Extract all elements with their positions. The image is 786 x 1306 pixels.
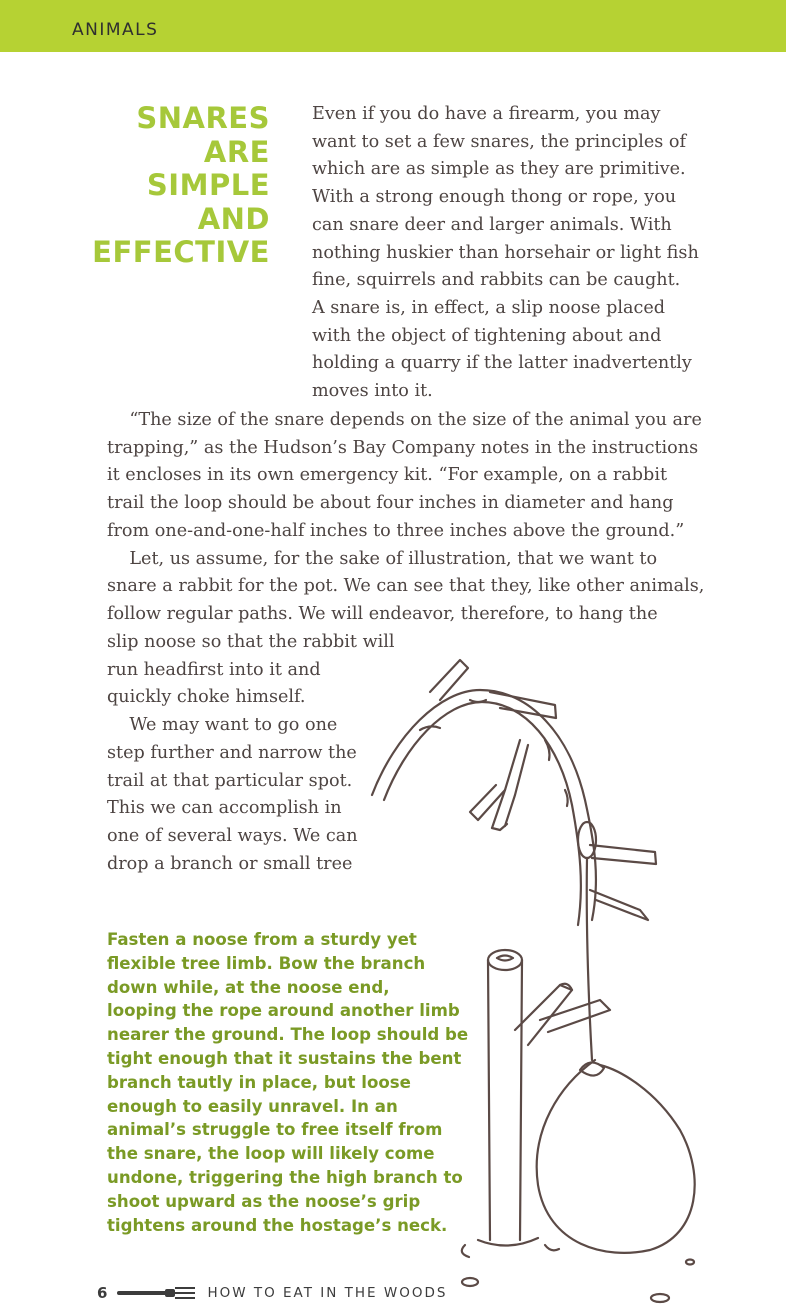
text-line: from one-and-one-half inches to three inches above the ground.” [107,520,685,541]
text-line: one of several ways. We can [107,825,358,846]
caption-line: down while, at the noose end, [107,977,390,997]
section-label: ANIMALS [72,20,159,40]
text-line: A snare is, in effect, a slip noose placed [312,297,666,318]
caption-line: enough to easily unravel. In an [107,1096,398,1116]
headline-line: SIMPLE [146,168,270,202]
caption-line: tightens around the hostage’s neck. [107,1215,448,1235]
caption-line: looping the rope around another limb [107,1001,460,1021]
caption-line: animal’s struggle to free itself from [107,1120,443,1140]
text-line: run headfirst into it and [107,659,321,680]
page-number: 6 [97,1284,108,1302]
text-line: We may want to go one [107,715,338,736]
text-line: quickly choke himself. [107,687,306,708]
text-line: can snare deer and larger animals. With [312,214,672,235]
text-line: it encloses in its own emergency kit. “For example, on a rabbit [107,465,668,486]
text-line: which are as simple as they are primitive. [312,159,686,180]
ground-stake [488,960,522,1240]
text-line: “The size of the snare depends on the size of the animal you are [107,410,702,430]
noose-loop [537,1060,695,1253]
headline-line: ARE [203,134,270,169]
text-line: Even if you do have a firearm, you may [312,104,661,124]
text-line: trail the loop should be about four inches in diameter and hang [107,493,674,514]
text-line: with the object of tightening about and [312,325,662,346]
headline-line: AND [197,201,270,236]
narrow-paragraphs [107,629,395,878]
snare-illustration [370,650,786,1306]
caption-line: the snare, the loop will likely come [107,1144,435,1164]
caption-line: flexible tree limb. Bow the branch [107,953,426,973]
intro-paragraph [312,101,699,406]
text-line: drop a branch or small tree [107,853,353,874]
rope [587,858,592,1060]
caption-line: tight enough that it sustains the bent [107,1048,462,1068]
headline [60,102,270,270]
text-line: want to set a few snares, the principles of [312,131,686,152]
page-footer [97,1282,447,1304]
text-line: trapping,” as the Hudson’s Bay Company notes in the instructions [107,437,699,458]
text-line: With a strong enough thong or rope, you [312,187,677,208]
text-line: moves into it. [312,381,433,402]
text-line: Let, us assume, for the sake of illustration, that we want to [107,548,658,569]
text-line: nothing huskier than horsehair or light fish [312,242,699,263]
book-title: HOW TO EAT IN THE WOODS [207,1285,448,1301]
text-line: follow regular paths. We will endeavor, therefore, to hang the [107,603,658,624]
text-line: fine, squirrels and rabbits can be caught. [312,270,681,291]
caption-line: branch tautly in place, but loose [107,1072,411,1092]
text-line: slip noose so that the rabbit will [107,632,395,652]
body-paragraphs [107,407,704,629]
bent-branch [372,690,596,920]
text-line: step further and narrow the [107,742,357,763]
caption-line: shoot upward as the noose’s grip [107,1191,421,1211]
text-line: holding a quarry if the latter inadvertently [312,353,692,374]
headline-line: SNARES [136,101,270,135]
text-line: snare a rabbit for the pot. We can see that they, like other animals, [107,576,705,597]
caption-line: nearer the ground. The loop should be [107,1025,469,1045]
caption-line: undone, triggering the high branch to [107,1167,463,1187]
headline-line: EFFECTIVE [92,235,270,269]
text-line: This we can accomplish in [107,798,342,819]
fork-icon [117,1286,197,1300]
text-line: trail at that particular spot. [107,770,353,791]
caption-line: Fasten a noose from a sturdy yet [107,930,417,949]
